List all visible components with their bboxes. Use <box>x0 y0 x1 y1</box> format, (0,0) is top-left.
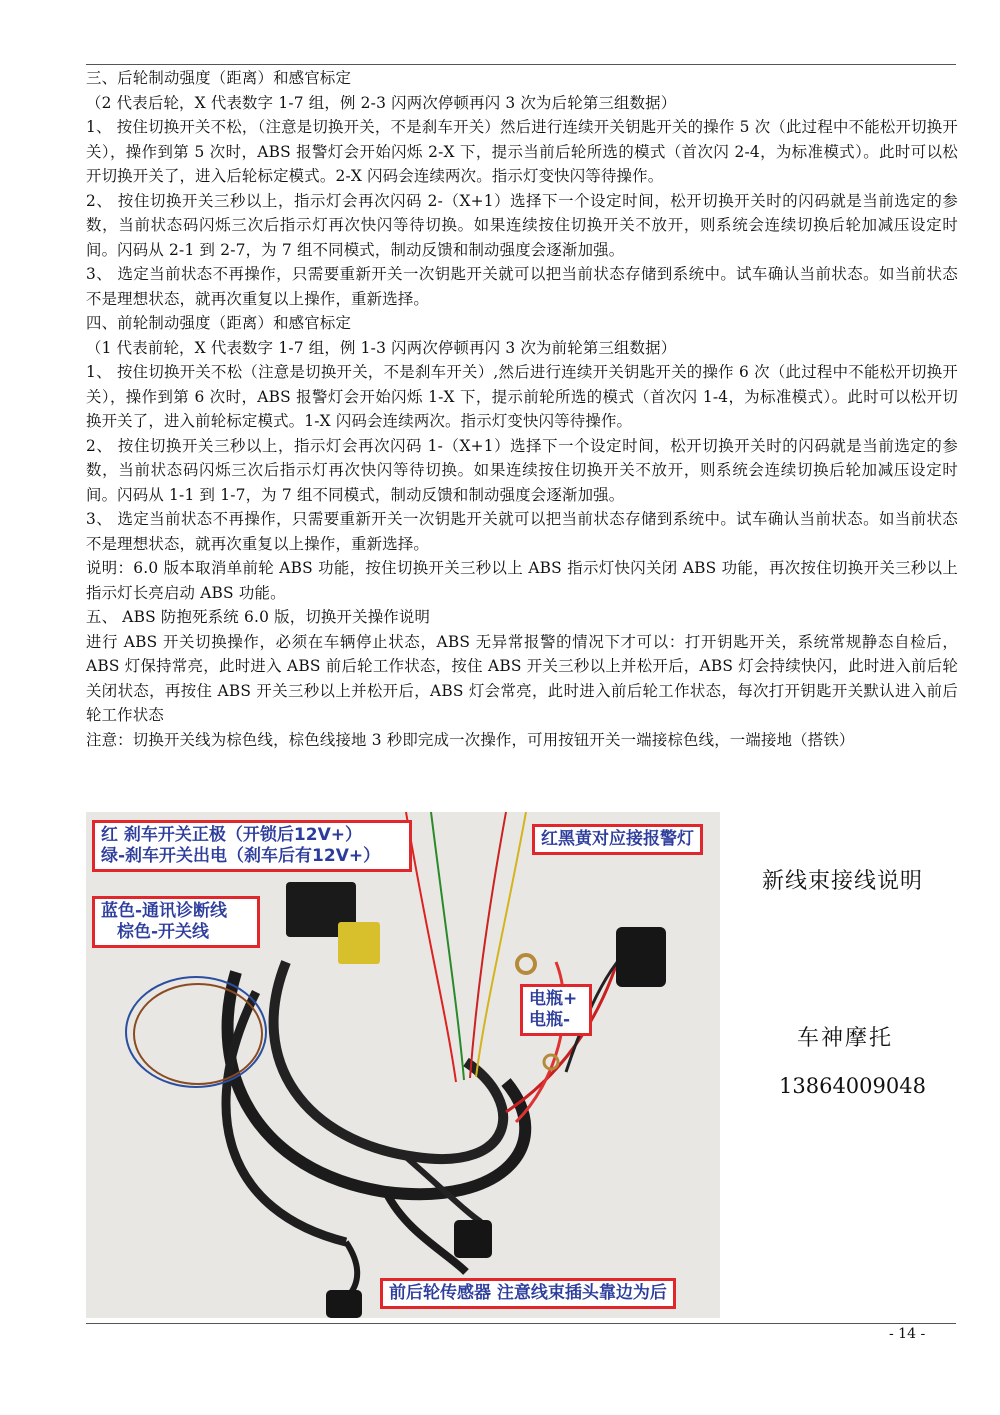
phone-number: 13864009048 <box>779 1074 926 1098</box>
wiring-harness-photo <box>86 812 720 1318</box>
manual-text <box>86 66 958 752</box>
brake-switch-positive-text: 红 刹车开关正极（开锁后12V+） <box>101 825 362 845</box>
paragraph-rear-step-2: 2、 按住切换开关三秒以上，指示灯会再次闪码 2-（X+1）选择下一个设定时间，松开切换开关时的闪码就是当前选定的参数，当前状态码闪烁三次后指示灯再次快闪等待切换。如果连续按住切换开关不放开，则系统会连续切换后轮加减压设定时间。闪码从 2-1 到 2-7，为 7 组不同模式，制动反馈和制动强度会逐渐加强。 <box>86 191 958 259</box>
sensor-label <box>380 1278 676 1309</box>
paragraph-switch-operation: 进行 ABS 开关切换操作，必须在车辆停止状态，ABS 无异常报警的情况下才可以：打开钥匙开关，系统常规静态自检后，ABS 灯保持常亮，此时进入 ABS 前后轮工作状态，按住 ABS 开关三秒以上并松开后，ABS 灯会持续快闪，此时进入前后轮关闭状态，再按住 ABS 开关三秒以上并松开后，ABS 灯会常亮，此时进入前后轮工作状态，每次打开钥匙开关默认进入前后轮工作状态 <box>86 632 958 724</box>
brand-name: 车神摩托 <box>797 1026 894 1051</box>
wiring-harness-illustration <box>86 812 720 1318</box>
page-number: - 14 - <box>889 1326 926 1342</box>
footer-rule <box>86 1323 956 1324</box>
paragraph-rear-step-1: 1、 按住切换开关不松，（注意是切换开关，不是刹车开关）然后进行连续开关钥匙开关的操作 5 次（此过程中不能松开切换开关），操作到第 5 次时，ABS 报警灯会开始闪烁 2-X 下，提示当前后轮所选的模式（首次闪 2-4，为标准模式）。此时可以松开切换开关了，进入后轮标定模式。2-X 闪码会连续两次。指示灯变快闪等待操作。 <box>86 118 958 185</box>
brake-switch-label <box>92 820 412 872</box>
section-heading-front: 四、前轮制动强度（距离）和感官标定 <box>86 314 352 332</box>
paragraph-explanation: 说明：6.0 版本取消单前轮 ABS 功能，按住切换开关三秒以上 ABS 指示灯快闪关闭 ABS 功能，再次按住切换开关三秒以上指示灯长亮启动 ABS 功能。 <box>86 559 958 602</box>
header-rule <box>86 64 956 65</box>
section-heading-switch: 五、 ABS 防抱死系统 6.0 版，切换开关操作说明 <box>86 608 431 626</box>
paragraph-front-note: （1 代表前轮，X 代表数字 1-7 组，例 1-3 闪两次停顿再闪 3 次为前轮第三组数据） <box>86 338 677 357</box>
harness-title: 新线束接线说明 <box>762 869 924 894</box>
diagnostic-wire-label <box>92 896 260 948</box>
sensor-text: 前后轮传感器 注意线束插头靠边为后 <box>389 1283 667 1303</box>
paragraph-front-step-1: 1、 按住切换开关不松（注意是切换开关，不是刹车开关）,然后进行连续开关钥匙开关的操作 6 次（此过程中不能松开切换开关），操作到第 6 次时，ABS 报警灯会开始闪烁 1-X 下，提示前轮所选的模式（首次闪 1-4，为标准模式）。此时可以松开切换开关了，进入前轮标定模式。1-X 闪码会连续两次。指示灯变快闪等待操作。 <box>86 363 958 430</box>
paragraph-front-step-2: 2、 按住切换开关三秒以上，指示灯会再次闪码 1-（X+1）选择下一个设定时间，松开切换开关时的闪码就是当前选定的参数，当前状态码闪烁三次后指示灯再次快闪等待切换。如果连续按住切换开关不放开，则系统会连续切换后轮加减压设定时间。闪码从 1-1 到 1-7，为 7 组不同模式，制动反馈和制动强度会逐渐加强。 <box>86 436 958 504</box>
paragraph-front-step-3: 3、 选定当前状态不再操作，只需要重新开关一次钥匙开关就可以把当前状态存储到系统中。试车确认当前状态。如当前状态不是理想状态，就再次重复以上操作，重新选择。 <box>86 510 958 553</box>
diagnostic-wire-text: 蓝色-通讯诊断线 <box>101 901 228 921</box>
paragraph-rear-step-3: 3、 选定当前状态不再操作，只需要重新开关一次钥匙开关就可以把当前状态存储到系统中。试车确认当前状态。如当前状态不是理想状态，就再次重复以上操作，重新选择。 <box>86 265 958 308</box>
battery-positive-text: 电瓶+ <box>529 989 578 1009</box>
alarm-light-label <box>532 824 703 855</box>
paragraph-rear-note: （2 代表后轮，X 代表数字 1-7 组，例 2-3 闪两次停顿再闪 3 次为后轮第三组数据） <box>86 93 677 112</box>
brake-switch-output-text: 绿-刹车开关出电（刹车后有12V+） <box>101 846 381 866</box>
switch-wire-text: 棕色-开关线 <box>117 922 210 942</box>
battery-negative-text: 电瓶- <box>529 1010 571 1030</box>
section-heading-rear: 三、后轮制动强度（距离）和感官标定 <box>86 69 352 87</box>
battery-label <box>520 984 592 1036</box>
alarm-light-text: 红黑黄对应接报警灯 <box>541 829 694 849</box>
paragraph-warning: 注意：切换开关线为棕色线，棕色线接地 3 秒即完成一次操作，可用按钮开关一端接棕色线，一端接地（搭铁） <box>86 730 855 749</box>
